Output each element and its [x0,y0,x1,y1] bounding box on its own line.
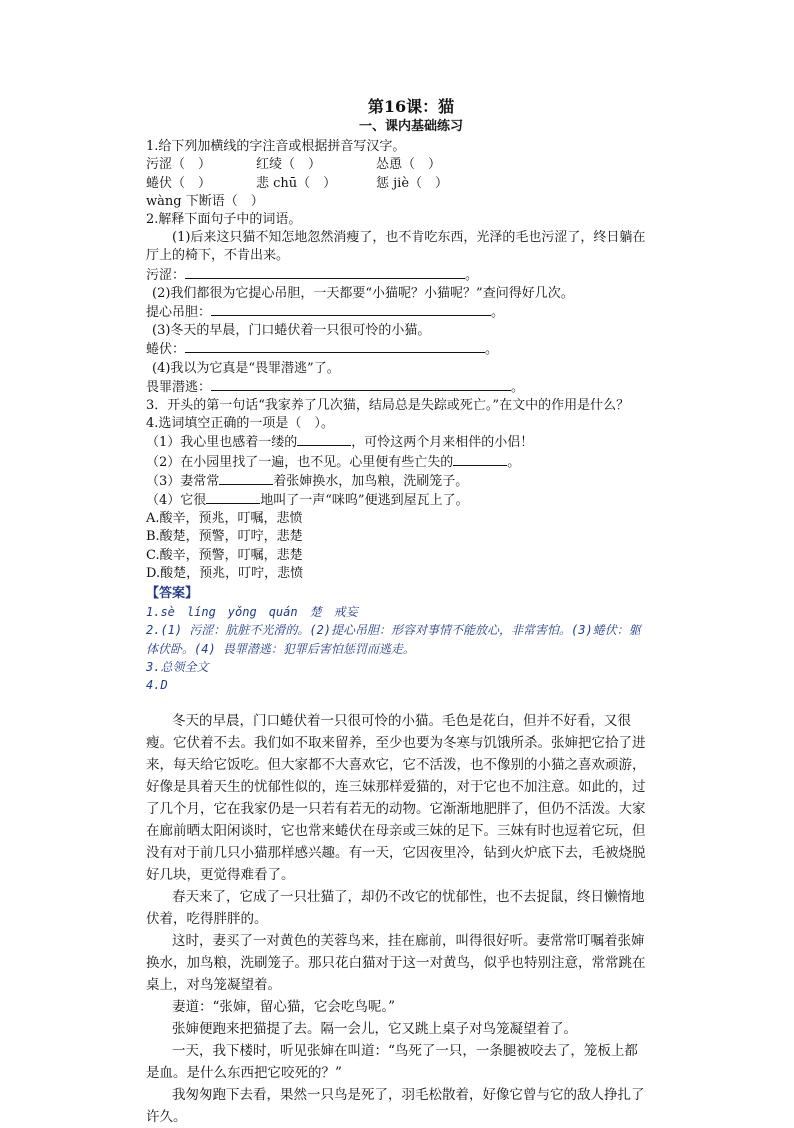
q2-prompt: 2.解释下面句子中的词语。 [146,212,302,228]
q2-sentence-1: (1)后来这只猫不知怎地忽然消瘦了，也不肯吃东西，光泽的毛也污涩了，终日躺在厅上的椅下，不肯出来。 [146,230,646,264]
passage-paragraph: 这时，妻买了一对黄色的芙蓉鸟来，挂在廊前，叫得很好听。妻常常叮嘱着张婶换水，加鸟粮，洗刷笼子。那只花白猫对于这一对黄鸟，似乎也特别注意，常常跳在桌上，对鸟笼凝望着。 [146,933,646,994]
q3: 3．开头的第一句话“我家养了几次猫，结局总是失踪或死亡。”在文中的作用是什么？ [146,398,630,414]
passage-paragraph: 妻道：“张婶，留心猫，它会吃鸟呢。” [172,999,396,1016]
passage-paragraph: 春天来了，它成了一只壮猫了，却仍不改它的忧郁性，也不去捉鼠，终日懒惰地伏着，吃得胖胖的。 [146,889,645,928]
fill-blank[interactable] [219,472,273,485]
answer-blank[interactable] [185,266,465,279]
answer-3: 3.总领全文 [146,659,209,674]
q4-sentence-1: （1）我心里也感着一缕的 ，可怜这两个月来相伴的小侣！ [146,435,534,451]
q4-option-c: C.酸辛，预警，叮嘱，悲楚 [146,547,303,563]
section-heading: 一、课内基础练习 [358,119,463,134]
q1-item: 悲 chū（ ） [256,175,337,191]
answer-2: 2.(1) 污涩：肮脏不光滑的。(2)提心吊胆：形容对事情不能放心，非常害怕。(3)蜷伏：躯体伏卧。(4) 畏罪潜逃：犯罪后害怕惩罚而逃走。 [146,623,641,656]
q1-row1 [146,156,646,174]
page-title: 第16课：猫 [367,97,455,116]
worksheet [146,96,646,1128]
reading-passage [146,710,646,1128]
q1-row2 [146,175,646,193]
q2-answer-line-3: 蜷伏： 。 [146,342,499,358]
q2-sentence-4: (4)我以为它真是“畏罪潜逃”了。 [152,360,340,376]
passage-paragraph: 一天，我下楼时，听见张婶在叫道：“鸟死了一只，一条腿被咬去了，笼板上都是血。是什么东西把它咬死的？” [146,1043,638,1082]
q2-answer-line-1: 污涩： 。 [146,267,479,283]
q1-item: 红绫（ ） [256,157,322,173]
answer-blank[interactable] [211,303,491,316]
passage-paragraph: 张婶便跑来把猫提了去。隔一会儿，它又跳上桌子对鸟笼凝望着了。 [172,1021,577,1038]
q2-sentence-2: (2)我们都很为它提心吊胆，一天都要“小猫呢？小猫呢？”查问得好几次。 [152,285,574,301]
fill-blank[interactable] [453,453,507,466]
fill-blank[interactable] [206,491,260,504]
q4-sentence-4: （4）它很 地叫了一声“咪呜”便逃到屋瓦上了。 [146,493,469,509]
answer-heading: 【答案】 [146,586,199,602]
q4-prompt: 4.选词填空正确的一项是（ ）。 [146,416,334,432]
fill-blank[interactable] [297,433,351,446]
answer-blank[interactable] [185,340,485,353]
q2-sentence-3: (3)冬天的早晨，门口蜷伏着一只很可怜的小猫。 [152,323,431,339]
q1-item: 怂恿（ ） [376,157,442,173]
q2-answer-line-4: 畏罪潜逃： 。 [146,379,525,395]
q1-row3: wàng 下断语（ ） [146,193,264,209]
answer-1: 1.sè líng yǒng quán 楚 戒妄 [146,605,358,620]
q1-item: 蜷伏（ ） [146,175,212,191]
q2-answer-line-2: 提心吊胆： 。 [146,305,505,321]
q4-option-a: A.酸辛，预兆，叮嘱，悲愤 [146,511,303,527]
answer-4: 4.D [146,678,168,693]
q4-option-b: B.酸楚，预警，叮咛，悲楚 [146,529,303,545]
q4-sentence-3: （3）妻常常 着张婶换水，加鸟粮，洗刷笼子。 [146,473,469,489]
q1-item: 污涩（ ） [146,157,212,173]
q1-item: 惩 jiè（ ） [376,175,449,191]
passage-paragraph: 冬天的早晨，门口蜷伏着一只很可怜的小猫。毛色是花白，但并不好看，又很瘦。它伏着不去。我们如不取来留养，至少也要为冬寒与饥饿所杀。张婶把它拾了进来，每天给它饭吃。但大家都不大喜欢它，它不活泼，也不像别的小猫之喜欢顽游，好像是具着天生的忧郁性似的，连三妹那样爱猫的，对于它也不加注意。如此的，过了几个月，它在我家仍是一只若有若无的动物。它渐渐地肥胖了，但仍不活泼。大家在廊前晒太阳闲谈时，它也常来蜷伏在母亲或三妹的足下。三妹有时也逗着它玩，但没有对于前几只小猫那样感兴趣。有一天，它因夜里冷，钻到火炉底下去，毛被烧脱好几块，更觉得难看了。 [146,713,646,884]
answer-blank[interactable] [211,378,511,391]
passage-paragraph: 我匆匆跑下去看，果然一只鸟是死了，羽毛松散着，好像它曾与它的敌人挣扎了许久。 [146,1087,645,1126]
q4-option-d: D.酸楚，预兆，叮咛，悲愤 [146,565,304,581]
q1-prompt: 1.给下列加横线的字注音或根据拼音写汉字。 [146,139,406,155]
q4-sentence-2: （2）在小园里找了一遍，也不见。心里便有些亡失的 。 [146,454,521,470]
